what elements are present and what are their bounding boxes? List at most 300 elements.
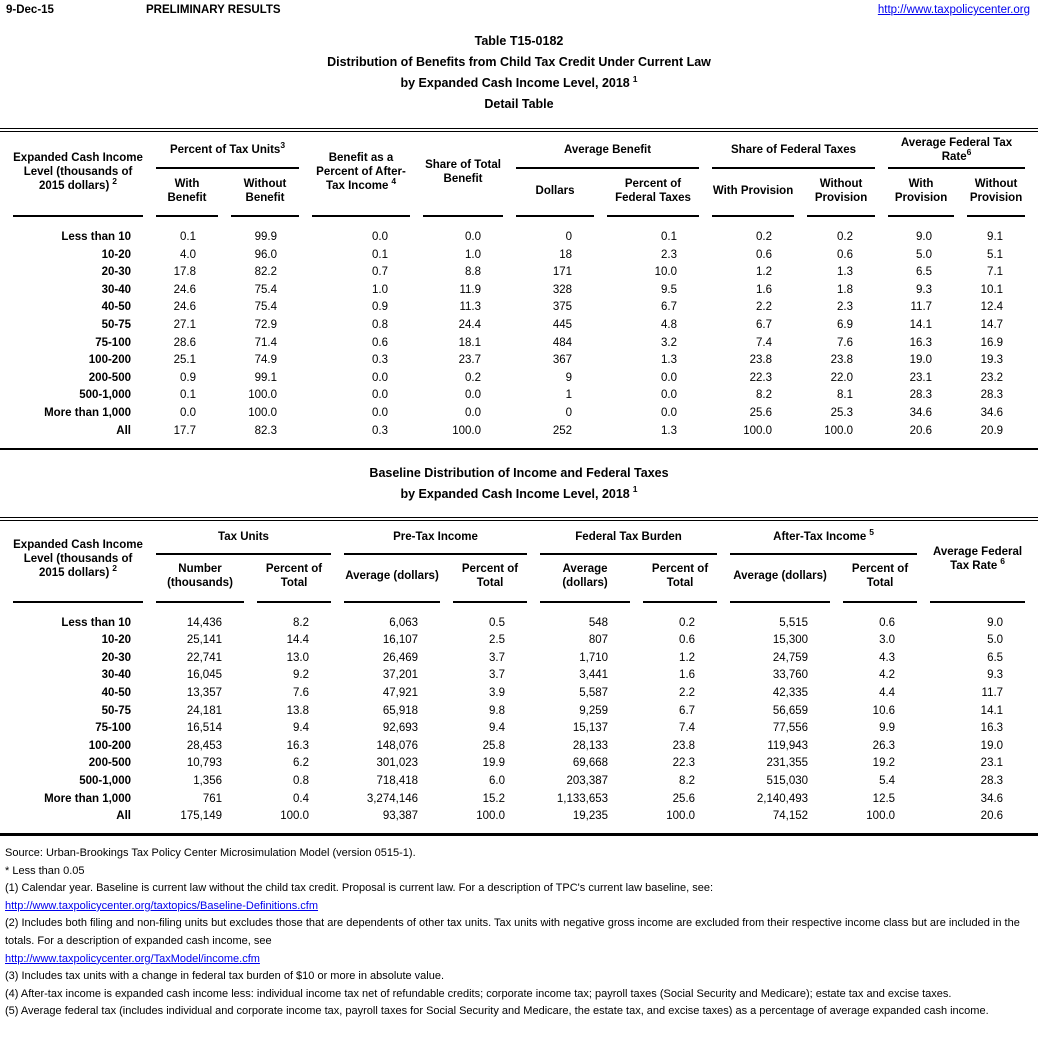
table-row (13, 351, 1025, 369)
data-cell: 0.6 (879, 616, 896, 629)
footnote-1: (1) Calendar year. Baseline is current law without the child tax credit. Proposal is current law. For a description of TPC's current law baseline, see: (5, 882, 714, 895)
row-label-income-level: 10-20 (101, 248, 131, 261)
data-cell: 548 (588, 616, 609, 629)
data-cell: 8.2 (293, 616, 310, 629)
data-cell: 71.4 (254, 336, 278, 349)
data-cell: 1.2 (679, 651, 696, 664)
data-cell: 9.0 (987, 616, 1004, 629)
column-header-share-with-provision: With Provision (712, 169, 794, 217)
data-cell: 9.3 (916, 283, 933, 296)
table-title: Distribution of Benefits from Child Tax Credit Under Current Law (327, 55, 711, 69)
data-cell: 445 (552, 319, 573, 331)
footnote-2-link-line (5, 951, 1032, 969)
data-cell: 19,235 (572, 810, 609, 823)
data-cell: 9.4 (293, 722, 310, 735)
data-cell: 23.1 (909, 371, 933, 384)
table-row (13, 369, 1025, 387)
data-cell: 9.2 (293, 669, 310, 682)
data-cell: 0.0 (372, 389, 389, 402)
data-cell: 0.0 (465, 231, 482, 244)
row-label-income-level: 40-50 (101, 301, 131, 314)
baseline-distribution-table (0, 517, 1038, 837)
data-cell: 4.8 (661, 319, 678, 331)
baseline-table-subtitle: by Expanded Cash Income Level, 2018 $^1$ (400, 484, 638, 501)
data-cell: 26,469 (382, 651, 419, 664)
group-header-average-benefit: Average Benefit (516, 132, 699, 169)
table-row (13, 404, 1025, 422)
data-cell: 28.3 (980, 774, 1004, 787)
data-cell: 0.2 (679, 616, 696, 629)
data-cell: 0.2 (837, 231, 854, 244)
data-cell: 6.7 (679, 704, 696, 717)
data-cell: 11.9 (459, 283, 482, 296)
data-cell: 6.9 (837, 319, 854, 331)
data-cell: 14.4 (286, 634, 310, 647)
column-header-average-dollars-pretax: Average (dollars) (344, 555, 440, 603)
data-cell: 16,514 (186, 722, 222, 735)
baseline-table-title-block (0, 463, 1038, 505)
data-cell: 25.6 (672, 792, 696, 805)
table-row (13, 299, 1025, 317)
data-cell: 27.1 (173, 319, 196, 331)
data-cell: 22.3 (749, 371, 773, 384)
data-cell: 22.0 (830, 371, 854, 384)
table-row (13, 755, 1025, 773)
data-cell: 0.0 (661, 389, 678, 402)
data-cell: 7.4 (679, 722, 696, 735)
data-cell: 28.3 (980, 389, 1004, 402)
table-row (13, 631, 1025, 649)
data-cell: 9.5 (661, 283, 678, 296)
table-type-label: Detail Table (484, 97, 554, 111)
data-cell: 0.4 (293, 792, 310, 805)
column-header-income-level: Expanded Cash Income Level (thousands of 2015 dollars) $^2$ (13, 521, 143, 603)
data-cell: 761 (202, 792, 222, 805)
data-cell: 2.2 (756, 301, 773, 314)
table-row (13, 772, 1025, 790)
data-cell: 0 (565, 231, 573, 244)
data-cell: 11.3 (459, 301, 482, 314)
group-header-share-of-federal-taxes: Share of Federal Taxes (712, 132, 875, 169)
data-cell: 0.2 (756, 231, 773, 244)
table-row (13, 263, 1025, 281)
data-cell: 16.3 (980, 722, 1004, 735)
data-cell: 0 (565, 406, 573, 419)
data-cell: 96.0 (254, 248, 278, 261)
data-cell: 175,149 (180, 810, 222, 823)
table-row (13, 387, 1025, 405)
footnote-3: (3) Includes tax units with a change in federal tax burden of $10 or more in absolute value. (5, 970, 445, 983)
table-subtitle: by Expanded Cash Income Level, 2018 $^1$ (400, 73, 638, 90)
data-cell: 100.0 (280, 810, 310, 823)
data-cell: 100.0 (248, 389, 278, 402)
data-cell: 92,693 (382, 722, 419, 735)
data-cell: 1,133,653 (556, 792, 609, 805)
row-label-income-level: 50-75 (101, 704, 131, 717)
data-cell: 33,760 (772, 669, 809, 682)
data-cell: 9.4 (489, 722, 506, 735)
data-cell: 1 (565, 389, 573, 402)
column-header-percent-of-total-units: Percent of Total (257, 555, 331, 603)
data-cell: 1.0 (372, 283, 389, 296)
data-cell: 26.3 (872, 739, 896, 752)
data-cell: 7.1 (987, 266, 1004, 279)
group-header-row (13, 132, 1025, 169)
date-label: 9-Dec-15 (6, 4, 54, 16)
table-row (13, 790, 1025, 808)
data-cell: 1.8 (837, 283, 854, 296)
data-cell: 4.4 (879, 686, 896, 699)
data-cell: 34.6 (980, 792, 1004, 805)
column-header-share-without-provision: Without Provision (807, 169, 875, 217)
row-label-income-level: 10-20 (101, 634, 131, 647)
data-cell: 17.7 (173, 424, 196, 437)
data-cell: 18.1 (458, 336, 482, 349)
data-cell: 0.6 (372, 336, 389, 349)
data-cell: 12.4 (980, 301, 1004, 314)
column-header-percent-of-total-pretax: Percent of Total (453, 555, 527, 603)
table-row (13, 719, 1025, 737)
data-cell: 0.5 (489, 616, 506, 629)
sub-header-row (13, 555, 1025, 603)
data-cell: 100.0 (452, 424, 482, 437)
column-header-without-benefit: Without Benefit (231, 169, 299, 217)
data-cell: 0.3 (372, 354, 389, 367)
data-cell: 14.7 (980, 319, 1004, 331)
data-cell: 9 (565, 371, 573, 384)
data-cell: 25.8 (482, 739, 506, 752)
table-row (13, 684, 1025, 702)
data-cell: 75.4 (254, 283, 278, 296)
data-cell: 3,441 (579, 669, 609, 682)
data-cell: 8.1 (837, 389, 854, 402)
data-cell: 47,921 (382, 686, 419, 699)
column-header-average-federal-tax-rate: Average Federal Tax Rate $^6$ (930, 521, 1025, 603)
column-header-average-dollars-burden: Average (dollars) (540, 555, 630, 603)
table-row (13, 667, 1025, 685)
data-cell: 16.3 (909, 336, 933, 349)
row-label-income-level: 40-50 (101, 686, 131, 699)
data-cell: 15,300 (772, 634, 809, 647)
data-cell: 14,436 (186, 616, 222, 629)
table-row (13, 246, 1025, 264)
data-cell: 23.2 (980, 371, 1004, 384)
data-cell: 65,918 (382, 704, 419, 717)
data-cell: 20.6 (980, 810, 1004, 823)
data-cell: 100.0 (476, 810, 506, 823)
table-number: Table T15-0182 (474, 34, 564, 48)
data-cell: 1.3 (661, 354, 678, 367)
data-cell: 19.9 (482, 757, 506, 770)
table-row (13, 316, 1025, 334)
data-cell: 100.0 (866, 810, 896, 823)
data-cell: 99.1 (254, 371, 278, 384)
data-cell: 20.9 (980, 424, 1004, 437)
data-cell: 3,274,146 (366, 792, 419, 805)
data-cell: 2.2 (679, 686, 696, 699)
table-row (13, 737, 1025, 755)
data-cell: 4.3 (879, 651, 896, 664)
data-cell: 0.0 (372, 406, 389, 419)
data-cell: 5.0 (987, 634, 1004, 647)
data-cell: 34.6 (980, 406, 1004, 419)
table-row (13, 649, 1025, 667)
group-header-row (13, 521, 1025, 555)
data-cell: 23.8 (672, 739, 696, 752)
benefit-distribution-table (0, 128, 1038, 450)
data-cell: 22.3 (672, 757, 696, 770)
data-cell: 24,181 (186, 704, 222, 717)
data-cell: 375 (552, 301, 573, 314)
benefit-table-body (13, 217, 1025, 448)
data-cell: 10.1 (980, 283, 1004, 296)
data-cell: 1.3 (661, 424, 678, 437)
data-cell: 14.1 (980, 704, 1004, 717)
data-cell: 7.6 (837, 336, 854, 349)
data-cell: 13.8 (286, 704, 310, 717)
data-cell: 18 (559, 248, 573, 261)
data-cell: 6,063 (389, 616, 419, 629)
data-cell: 100.0 (824, 424, 854, 437)
row-label-income-level: 30-40 (101, 283, 131, 296)
data-cell: 99.9 (254, 231, 278, 244)
data-cell: 6.7 (756, 319, 773, 331)
data-cell: 9.0 (916, 231, 933, 244)
data-cell: 17.8 (173, 266, 196, 279)
data-cell: 7.4 (756, 336, 773, 349)
column-header-average-dollars-aftertax: Average (dollars) (730, 555, 830, 603)
group-header-federal-tax-burden: Federal Tax Burden (540, 521, 717, 555)
table-row (13, 603, 1025, 632)
data-cell: 82.2 (254, 266, 278, 279)
footnote-5: (5) Average federal tax (includes individual and corporate income tax, payroll taxes for Social Security and Medicare, the estate tax, and excise taxes) as a percentage of average expanded cash income. (5, 1005, 989, 1018)
data-cell: 328 (552, 283, 573, 296)
data-cell: 3.0 (879, 634, 896, 647)
group-header-after-tax-income: After-Tax Income $^5$ (730, 521, 917, 555)
data-cell: 20.6 (909, 424, 933, 437)
data-cell: 10.0 (654, 266, 678, 279)
data-cell: 9.9 (879, 722, 896, 735)
data-cell: 0.9 (180, 371, 196, 384)
data-cell: 1.2 (756, 266, 773, 279)
data-cell: 0.6 (679, 634, 696, 647)
data-cell: 28.3 (909, 389, 933, 402)
preliminary-results-label: PRELIMINARY RESULTS (146, 4, 281, 16)
data-cell: 77,556 (772, 722, 809, 735)
data-cell: 24.4 (458, 319, 482, 331)
data-cell: 25.3 (830, 406, 854, 419)
data-cell: 1.3 (837, 266, 854, 279)
data-cell: 24.6 (173, 301, 196, 314)
data-cell: 28.6 (173, 336, 196, 349)
data-cell: 24,759 (772, 651, 809, 664)
data-cell: 11.7 (910, 301, 933, 314)
data-cell: 6.5 (987, 651, 1004, 664)
data-cell: 9.3 (987, 669, 1004, 682)
data-cell: 12.5 (872, 792, 896, 805)
data-cell: 100.0 (248, 406, 278, 419)
data-cell: 19.0 (909, 354, 933, 367)
baseline-table-body (13, 603, 1025, 834)
data-cell: 3.7 (489, 651, 506, 664)
data-cell: 718,418 (376, 774, 419, 787)
group-header-percent-of-tax-units: Percent of Tax Units$^3$ (156, 132, 299, 169)
data-cell: 0.6 (756, 248, 773, 261)
row-label-income-level: 100-200 (88, 739, 131, 752)
row-label-income-level: All (116, 810, 131, 823)
footnote-1-link-line (5, 898, 1032, 916)
data-cell: 5.0 (916, 248, 933, 261)
row-label-income-level: 20-30 (101, 266, 131, 279)
data-cell: 25.1 (173, 354, 196, 367)
data-cell: 82.3 (254, 424, 278, 437)
data-cell: 19.3 (980, 354, 1004, 367)
data-cell: 10,793 (186, 757, 222, 770)
data-cell: 100.0 (743, 424, 773, 437)
data-cell: 3.9 (489, 686, 506, 699)
row-label-income-level: 50-75 (101, 319, 131, 331)
data-cell: 6.0 (489, 774, 506, 787)
data-cell: 75.4 (254, 301, 278, 314)
taxpolicycenter-link[interactable]: http://www.taxpolicycenter.org (877, 4, 1030, 16)
data-cell: 9,259 (579, 704, 609, 717)
data-cell: 2.3 (661, 248, 678, 261)
data-cell: 1.6 (756, 283, 773, 296)
data-cell: 72.9 (254, 319, 278, 331)
footnotes (0, 845, 1038, 1021)
data-cell: 0.9 (372, 301, 389, 314)
row-label-income-level: 500-1,000 (79, 774, 131, 787)
data-cell: 25,141 (186, 634, 222, 647)
column-header-share-of-total-benefit: Share of Total Benefit (423, 132, 503, 217)
data-cell: 4.0 (180, 248, 196, 261)
data-cell: 7.6 (293, 686, 310, 699)
column-header-rate-without-provision: Without Provision (967, 169, 1025, 217)
data-cell: 2.5 (489, 634, 506, 647)
data-cell: 1,710 (579, 651, 609, 664)
data-cell: 0.1 (180, 231, 196, 244)
data-cell: 19.2 (872, 757, 896, 770)
data-cell: 0.1 (661, 231, 678, 244)
data-cell: 0.0 (465, 406, 482, 419)
data-cell: 16,045 (186, 669, 222, 682)
table-title-block (0, 31, 1038, 115)
data-cell: 301,023 (376, 757, 419, 770)
row-label-income-level: 75-100 (95, 336, 131, 349)
data-cell: 19.0 (980, 739, 1004, 752)
table-row (13, 217, 1025, 246)
row-label-income-level: 20-30 (101, 651, 131, 664)
data-cell: 93,387 (382, 810, 419, 823)
asterisk-note: * Less than 0.05 (5, 864, 85, 877)
data-cell: 10.6 (872, 704, 896, 717)
data-cell: 28,453 (186, 739, 222, 752)
data-cell: 23.8 (749, 354, 773, 367)
data-cell: 231,355 (766, 757, 809, 770)
table-row (13, 807, 1025, 833)
data-cell: 0.1 (372, 248, 389, 261)
data-cell: 13.0 (286, 651, 310, 664)
data-cell: 8.2 (679, 774, 696, 787)
footnote-2: (2) Includes both filing and non-filing units but excludes those that are dependents of other tax units. Tax units with negative gross income are excluded from their respective income class but are included in the totals. For a description of expanded cash income, see (5, 917, 1020, 948)
data-cell: 14.1 (909, 319, 933, 331)
data-cell: 5.1 (987, 248, 1004, 261)
column-header-income-level: Expanded Cash Income Level (thousands of 2015 dollars) $^2$ (13, 132, 143, 217)
data-cell: 8.2 (756, 389, 773, 402)
expanded-cash-income-link[interactable]: http://www.taxpolicycenter.org/TaxModel/income.cfm (5, 952, 260, 965)
row-label-income-level: More than 1,000 (44, 792, 131, 805)
page-header (0, 0, 1038, 16)
row-label-income-level: More than 1,000 (44, 406, 131, 419)
data-cell: 37,201 (382, 669, 419, 682)
data-cell: 100.0 (666, 810, 696, 823)
row-label-income-level: 75-100 (95, 722, 131, 735)
data-cell: 484 (552, 336, 573, 349)
data-cell: 3.2 (661, 336, 678, 349)
data-cell: 0.0 (372, 371, 389, 384)
column-header-rate-with-provision: With Provision (888, 169, 954, 217)
data-cell: 15.2 (482, 792, 506, 805)
data-cell: 5.4 (879, 774, 896, 787)
data-cell: 1,356 (193, 774, 222, 787)
group-header-average-federal-tax-rate: Average Federal Tax Rate$^6$ (888, 132, 1025, 169)
data-cell: 6.5 (916, 266, 933, 279)
data-cell: 13,357 (186, 686, 222, 699)
data-cell: 807 (588, 634, 609, 647)
data-cell: 0.2 (465, 371, 482, 384)
data-cell: 74.9 (254, 354, 278, 367)
group-header-pre-tax-income: Pre-Tax Income (344, 521, 527, 555)
group-header-tax-units: Tax Units (156, 521, 331, 555)
data-cell: 23.7 (458, 354, 482, 367)
data-cell: 0.8 (293, 774, 310, 787)
data-cell: 0.8 (372, 319, 389, 331)
data-cell: 2,140,493 (756, 792, 809, 805)
footnote-4: (4) After-tax income is expanded cash income less: individual income tax net of refundable credits; corporate income tax; payroll taxes (Social Security and Medicare); estate tax and excise taxes. (5, 987, 952, 1000)
data-cell: 0.3 (372, 424, 389, 437)
data-cell: 2.3 (837, 301, 854, 314)
column-header-dollars: Dollars (516, 169, 594, 217)
data-cell: 515,030 (766, 774, 809, 787)
data-cell: 6.7 (661, 301, 678, 314)
baseline-definitions-link[interactable]: http://www.taxpolicycenter.org/taxtopics/Baseline-Definitions.cfm (5, 899, 319, 912)
data-cell: 74,152 (772, 810, 809, 823)
table-row (13, 702, 1025, 720)
data-cell: 148,076 (376, 739, 419, 752)
sub-header-row (13, 169, 1025, 217)
data-cell: 34.6 (909, 406, 933, 419)
data-cell: 119,943 (767, 739, 809, 752)
data-cell: 203,387 (566, 774, 609, 787)
data-cell: 1.6 (679, 669, 696, 682)
data-cell: 8.8 (465, 266, 482, 279)
source-note: Source: Urban-Brookings Tax Policy Center Microsimulation Model (version 0515-1). (5, 847, 416, 860)
data-cell: 28,133 (572, 739, 609, 752)
data-cell: 3.7 (489, 669, 506, 682)
data-cell: 42,335 (772, 686, 809, 699)
data-cell: 23.8 (830, 354, 854, 367)
data-cell: 16,107 (382, 634, 419, 647)
data-cell: 22,741 (186, 651, 222, 664)
data-cell: 16.9 (980, 336, 1004, 349)
data-cell: 24.6 (173, 283, 196, 296)
data-cell: 171 (552, 266, 573, 279)
data-cell: 11.7 (981, 686, 1004, 699)
column-header-number-thousands: Number (thousands) (156, 555, 244, 603)
row-label-income-level: Less than 10 (61, 616, 131, 629)
column-header-percent-of-total-aftertax: Percent of Total (843, 555, 917, 603)
data-cell: 9.8 (489, 704, 506, 717)
